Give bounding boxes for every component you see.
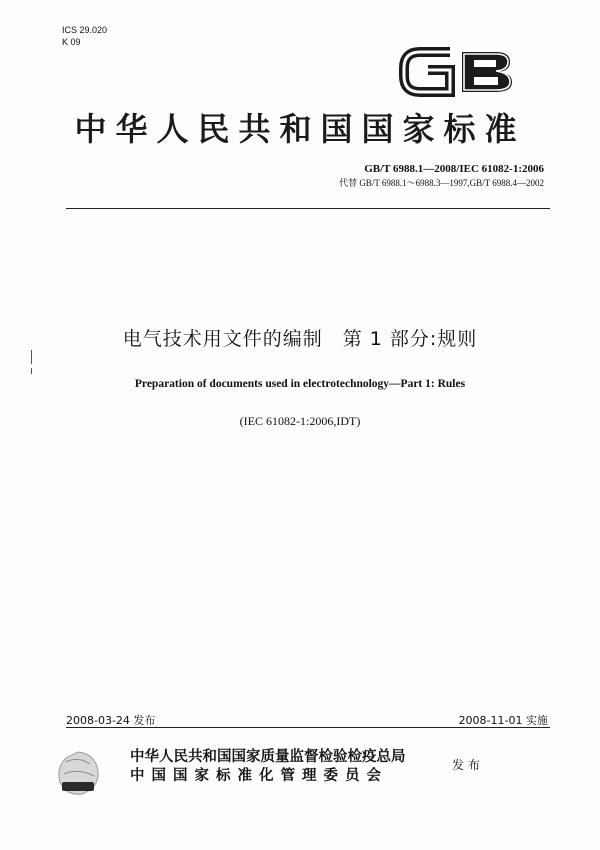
issuer-aqsiq: 中华人民共和国国家质量监督检验检疫总局 bbox=[130, 749, 406, 765]
issuer-sac: 中国国家标准化管理委员会 bbox=[130, 768, 388, 784]
classification-codes bbox=[62, 24, 107, 48]
divider-top bbox=[66, 208, 550, 209]
publish-label: 发布 bbox=[452, 758, 485, 772]
effective-date: 2008-11-01 实施 bbox=[458, 714, 548, 727]
issuing-authorities bbox=[130, 748, 406, 786]
replaces-note: 代替 GB/T 6988.1～6988.3—1997,GB/T 6988.4—2002 bbox=[339, 178, 544, 188]
anti-counterfeit-seal-icon bbox=[52, 748, 104, 800]
national-standard-title: 中华人民共和国国家标准 bbox=[74, 110, 526, 148]
standard-number: GB/T 6988.1—2008/IEC 61082-1:2006 bbox=[364, 163, 544, 175]
equivalence-note: (IEC 61082-1:2006,IDT) bbox=[239, 414, 361, 428]
ics-code: ICS 29.020 bbox=[62, 25, 108, 35]
standard-number-block bbox=[339, 163, 544, 189]
divider-bottom bbox=[66, 727, 550, 728]
logo-text: GB bbox=[458, 98, 460, 99]
gb-logo-icon bbox=[398, 44, 518, 100]
document-title-english: Preparation of documents used in electrotechnology—Part 1: Rules bbox=[134, 378, 466, 390]
ccs-code: K 09 bbox=[62, 37, 81, 47]
document-title-chinese: 电气技术用文件的编制 第 1 部分:规则 bbox=[122, 328, 478, 350]
scan-artifact bbox=[31, 368, 32, 374]
scan-artifact bbox=[31, 350, 32, 364]
issue-date: 2008-03-24 发布 bbox=[66, 714, 156, 727]
